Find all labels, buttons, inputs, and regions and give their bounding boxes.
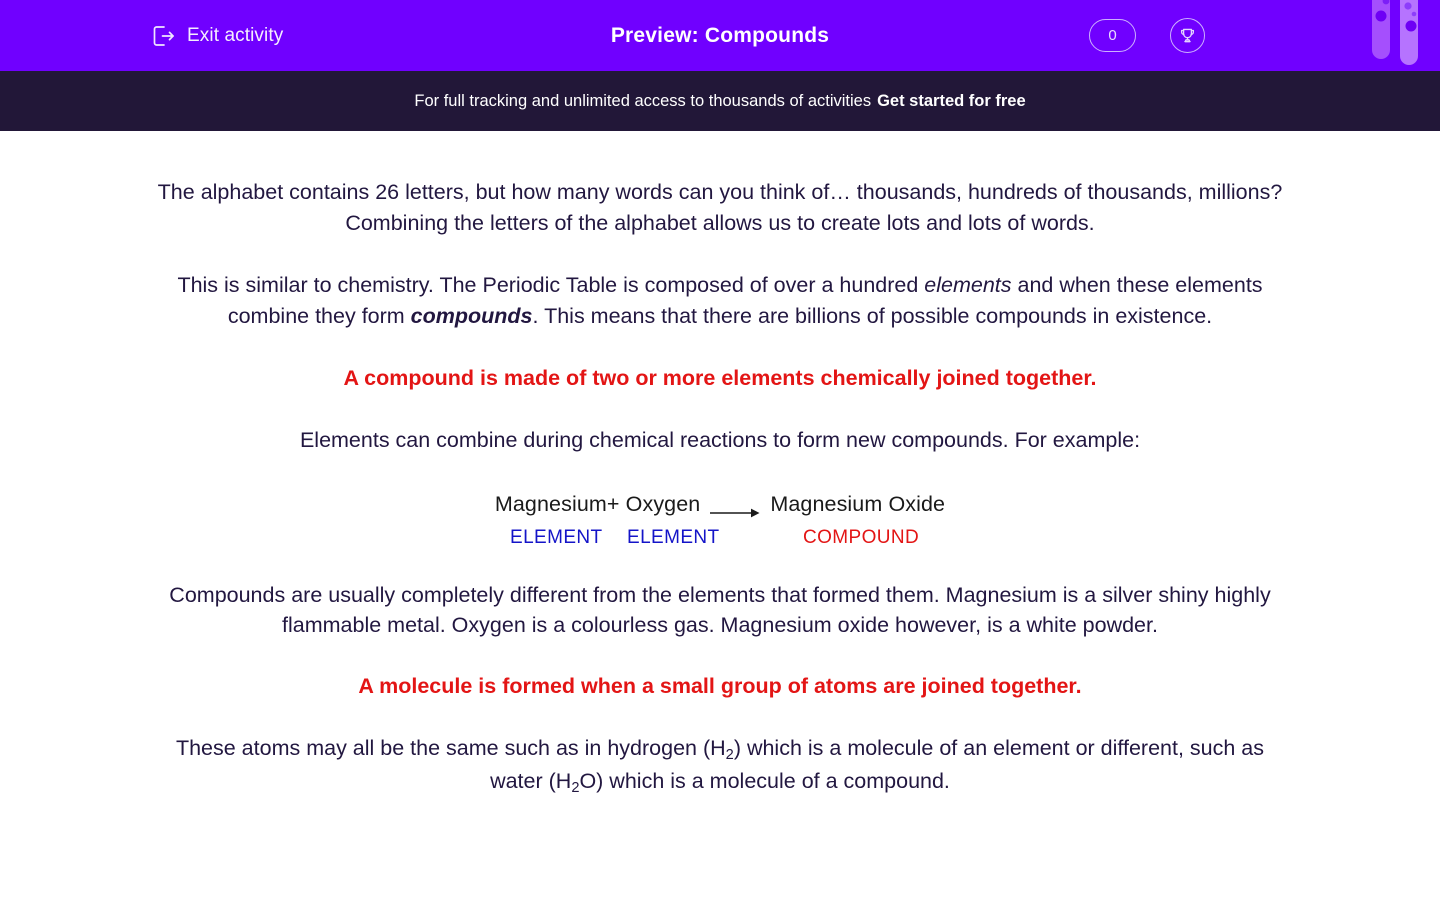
paragraph-5-part-3: O) which is a molecule of a compound. [579,769,950,793]
page-title: Preview: Compounds [610,24,830,47]
paragraph-2-italic-elements: elements [924,273,1012,297]
paragraph-5-subscript-1: 2 [725,746,734,763]
top-bar [0,0,1440,71]
paragraph-5-part-1: These atoms may all be the same such as in hydrogen (H [175,735,726,760]
promo-banner [0,71,1440,131]
paragraph-1: The alphabet contains 26 letters, but how many words can you think of… thousands, hundreds of thousands, millions? Combining the letters of the alphabet allows us to create lots and lots of words. [157,180,1283,235]
exit-activity-label: Exit activity [187,24,284,46]
exit-activity-button[interactable] [150,0,283,71]
equation-label-element-1: ELEMENT [510,526,603,548]
right-arrow-icon [710,500,762,512]
paragraph-5-part-2: ) which is a molecule of an element or different, such as water (H [490,735,1265,793]
paragraph-2 [155,270,1285,331]
paragraph-2-bold-compounds: compounds [410,303,533,328]
trophy-icon [1178,26,1197,45]
paragraph-4: Compounds are usually completely different from the elements that formed them. Magnesium is a silver shiny highly flammable metal. Oxygen is a colourless gas. Magnesium oxide however, is a white powder. [169,582,1271,637]
equation-reactant-2: Oxygen [625,492,701,516]
equation-plus-sign: + [606,492,620,516]
paragraph-2-part-2: and when these elements combine they form [227,273,1263,328]
paragraph-5-subscript-2: 2 [571,780,580,797]
get-started-link[interactable]: Get started for free [877,91,1026,110]
paragraph-3: Elements can combine during chemical reactions to form new compounds. For example: [299,428,1141,452]
equation-label-compound: COMPOUND [803,526,920,548]
trophy-button[interactable] [1170,18,1205,53]
test-tubes-icon [1366,0,1430,71]
paragraph-2-part-3: . This means that there are billions of possible compounds in existence. [532,303,1213,328]
highlight-compound-definition: A compound is made of two or more elements chemically joined together. [343,366,1097,390]
chemical-equation [155,488,1285,560]
paragraph-5 [155,733,1285,800]
score-badge[interactable] [1089,19,1136,52]
equation-reactant-1: Magnesium [494,492,607,516]
equation-label-element-2: ELEMENT [627,526,720,548]
exit-door-arrow-icon [150,23,176,49]
paragraph-2-part-1: This is similar to chemistry. The Periodic Table is composed of over a hundred [177,273,925,297]
equation-terms-row [155,488,1285,522]
highlight-molecule-definition: A molecule is formed when a small group of atoms are joined together. [358,673,1082,698]
promo-text: For full tracking and unlimited access to thousands of activities [414,91,872,110]
score-value: 0 [1108,27,1117,44]
activity-content [0,131,1440,800]
equation-labels-row [155,527,1285,557]
equation-product: Magnesium Oxide [770,492,946,516]
